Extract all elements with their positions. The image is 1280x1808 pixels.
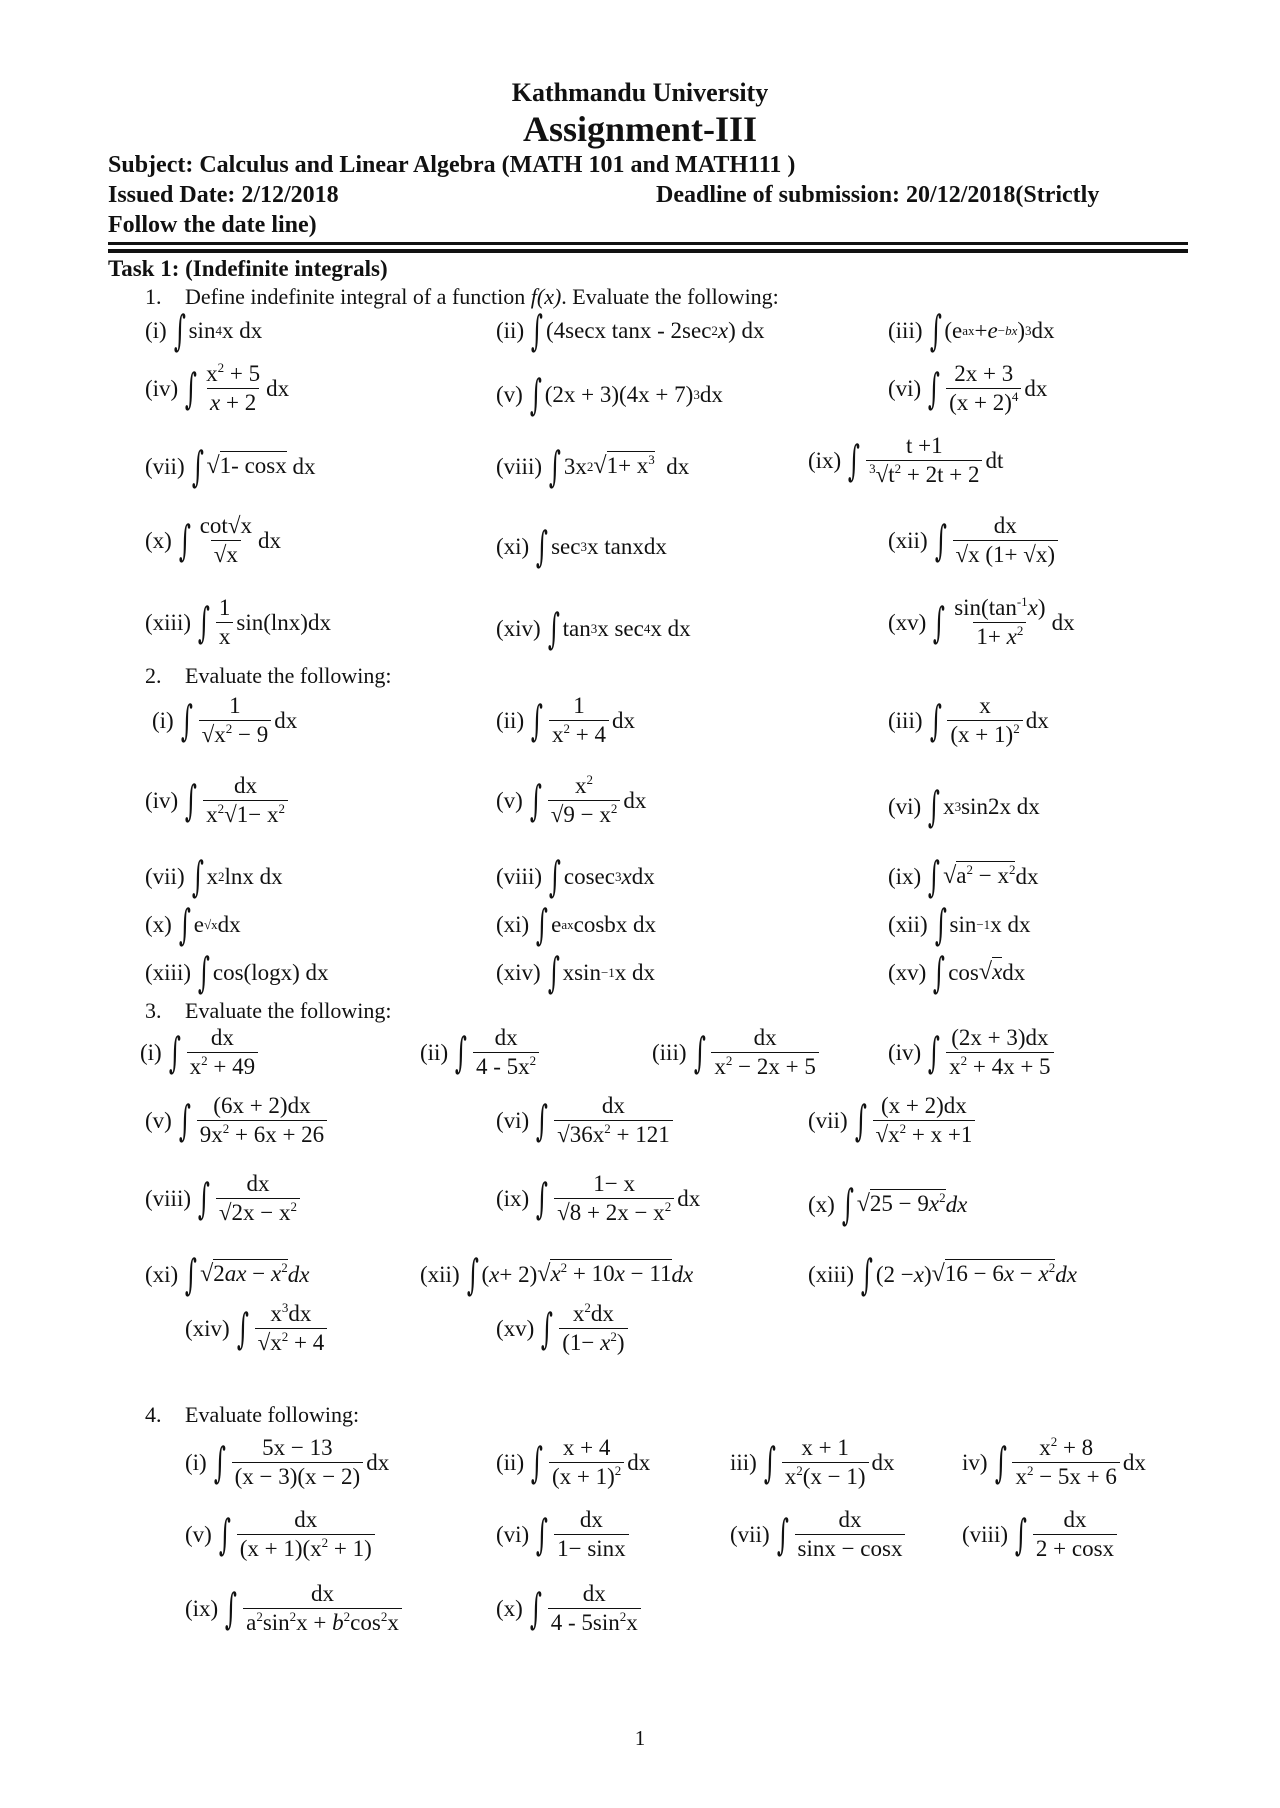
- q2-item: (ix) ∫ $√a^2 - x^2$ dx: [888, 852, 1039, 901]
- q3-item: (xi) ∫ $√2ax - x^2$ dx: [145, 1250, 310, 1299]
- q1-item: (ii) ∫ (4secx tanx - 2sec 2 x ) dx: [496, 306, 765, 355]
- q1-item: (xiii) ∫ $\frac{1}{x}$ sin(lnx)dx: [145, 595, 331, 650]
- q1-item: (xv) ∫ $\frac{\sin(\tan^{-1}x)}{1+ x^2}$ dx: [888, 594, 1075, 650]
- q1-item: (viii) ∫ 3x 2 $√1+ x^3$ dx: [496, 442, 690, 491]
- q2-item: (xv) ∫ cos √x dx: [888, 948, 1026, 997]
- question-3: 3. Evaluate the following:: [145, 998, 392, 1023]
- q3-item: (v) ∫ $\frac{(6x + 2)dx}{9x^2 + 6x + 26}$: [145, 1094, 330, 1147]
- q2-item: (viii) ∫ cosec 3 x dx: [496, 852, 655, 901]
- q3-item: (ii) ∫ $\frac{dx}{4 - 5x^2}$: [420, 1026, 542, 1079]
- q4-item: (ix) ∫ $\frac{dx}{a^2\sin^2x + b^2\cos^2x}$: [185, 1582, 405, 1635]
- q4-item: (viii) ∫ $\frac{dx}{2 + \cos x}$: [962, 1508, 1120, 1561]
- question-1: 1. Define indefinite integral of a function f(x). Evaluate the following:: [145, 284, 779, 309]
- question-4: 4. Evaluate following:: [145, 1402, 360, 1427]
- q2-item: (iii) ∫ $\frac{x}{(x + 1)^2}$ dx: [888, 693, 1049, 748]
- q1-item: (i) ∫ sin 4 x dx: [145, 306, 263, 355]
- question-2: 2. Evaluate the following:: [145, 663, 392, 688]
- q1-item: (vi) ∫ $\frac{2x + 3}{(x + 2)^4}$ dx: [888, 361, 1048, 416]
- q2-item: (v) ∫ $\frac{x^2}{√9 - x^2}$ dx: [496, 772, 647, 828]
- q2-item: (xii) ∫ sin −1 x dx: [888, 900, 1031, 949]
- q3-item: (xv) ∫ $\frac{x^2dx}{(1- x^2)}$: [496, 1302, 631, 1355]
- assignment-title: Assignment-III: [522, 109, 758, 149]
- q4-item: iii) ∫ $\frac{x + 1}{x^2(x - 1)}$ dx: [730, 1435, 895, 1490]
- q1-item: (vii) ∫ √1- cosx dx: [145, 442, 316, 491]
- q1-item: (iii) ∫ (e ax + e −bx ) 3 dx: [888, 306, 1055, 355]
- q2-item: (xi) ∫ e ax cosbx dx: [496, 900, 657, 949]
- issued-date: Issued Date: 2/12/2018: [108, 182, 339, 208]
- q3-item: (xiii) ∫ (2 − x ) $√16 - 6x - x^2$ dx: [808, 1250, 1077, 1299]
- q3-item: (vii) ∫ $\frac{(x + 2)dx}{√x^2 + x +1}$: [808, 1094, 978, 1147]
- q2-item: (iv) ∫ $\frac{dx}{x^2√1- x^2}$: [145, 774, 291, 827]
- q3-item: (i) ∫ $\frac{dx}{x^2 + 49}$: [140, 1026, 261, 1079]
- subject-line: Subject: Calculus and Linear Algebra (MATH 101 and MATH111 ): [108, 152, 796, 178]
- header-rule-thin: [108, 242, 1188, 245]
- q4-item: (vii) ∫ $\frac{dx}{\sin x - \cos x}$: [730, 1508, 908, 1561]
- university-name: Kathmandu University: [511, 78, 769, 107]
- q4-item: (v) ∫ $\frac{dx}{(x + 1)(x^2 + 1)}$: [185, 1508, 378, 1561]
- q2-item: (vi) ∫ x 3 sin2x dx: [888, 782, 1040, 831]
- q3-item: (vi) ∫ $\frac{dx}{√36x^2 + 121}$: [496, 1094, 676, 1147]
- page-number: 1: [634, 1726, 646, 1750]
- q2-item: (x) ∫ e √x dx: [145, 900, 241, 949]
- q1-item: (xii) ∫ $\frac{dx}{√x (1+ √x)}$: [888, 514, 1061, 567]
- q4-item: (i) ∫ $\frac{5x - 13}{(x - 3)(x - 2)}$ dx: [185, 1435, 390, 1490]
- q2-item: (vii) ∫ x 2 lnx dx: [145, 852, 283, 901]
- q1-item: (v) ∫ (2x + 3)(4x + 7) 3 dx: [496, 370, 723, 419]
- q3-item: (x) ∫ $√25 - 9x^2$ dx: [808, 1180, 968, 1229]
- q4-item: (vi) ∫ $\frac{dx}{1- \sin x}$: [496, 1508, 632, 1561]
- q1-item: (xi) ∫ sec 3 x tanxdx: [496, 522, 667, 571]
- q4-item: (ii) ∫ $\frac{x + 4}{(x + 1)^2}$ dx: [496, 1435, 651, 1490]
- q1-item: (ix) ∫ $\frac{t +1}{^3√t^2 + 2t + 2}$ dt: [808, 433, 1004, 488]
- deadline: Deadline of submission: 20/12/2018(Strictly: [656, 182, 1100, 208]
- q2-item: (xiv) ∫ xsin −1 x dx: [496, 948, 656, 997]
- q1-item: (xiv) ∫ tan 3 x sec 4 x dx: [496, 604, 691, 653]
- q4-item: (x) ∫ $\frac{dx}{4 - 5\sin^2x}$: [496, 1582, 644, 1635]
- q3-item: (xii) ∫ ( x + 2) $√x^2 + 10x - 11$ dx: [420, 1250, 694, 1299]
- q3-item: (xiv) ∫ $\frac{x^3dx}{√x^2 + 4}$: [185, 1302, 330, 1355]
- q1-item: (iv) ∫ $\frac{x^2 + 5}{x + 2}$ dx: [145, 360, 290, 416]
- deadline-note: Follow the date line): [108, 212, 317, 238]
- q2-item: (i) ∫ $\frac{1}{√x^2 - 9}$ dx: [152, 693, 298, 748]
- q2-item: (ii) ∫ $\frac{1}{x^2 + 4}$ dx: [496, 693, 635, 748]
- header-rule-thick: [108, 249, 1188, 253]
- task-heading: Task 1: (Indefinite integrals): [108, 256, 388, 281]
- q3-item: (ix) ∫ $\frac{1- x}{√8 + 2x - x^2}$ dx: [496, 1171, 701, 1226]
- q3-item: (iv) ∫ $\frac{(2x + 3)dx}{x^2 + 4x + 5}$: [888, 1026, 1057, 1079]
- q3-item: (iii) ∫ $\frac{dx}{x^2 - 2x + 5}$: [652, 1026, 822, 1079]
- q2-item: (xiii) ∫ cos(logx) dx: [145, 948, 329, 997]
- q4-item: iv) ∫ $\frac{x^2 + 8}{x^2 - 5x + 6}$ dx: [962, 1434, 1146, 1490]
- q1-item: (x) ∫ $\frac{\cot√x}{√x}$ dx: [145, 513, 281, 568]
- q3-item: (viii) ∫ $\frac{dx}{√2x - x^2}$: [145, 1172, 303, 1225]
